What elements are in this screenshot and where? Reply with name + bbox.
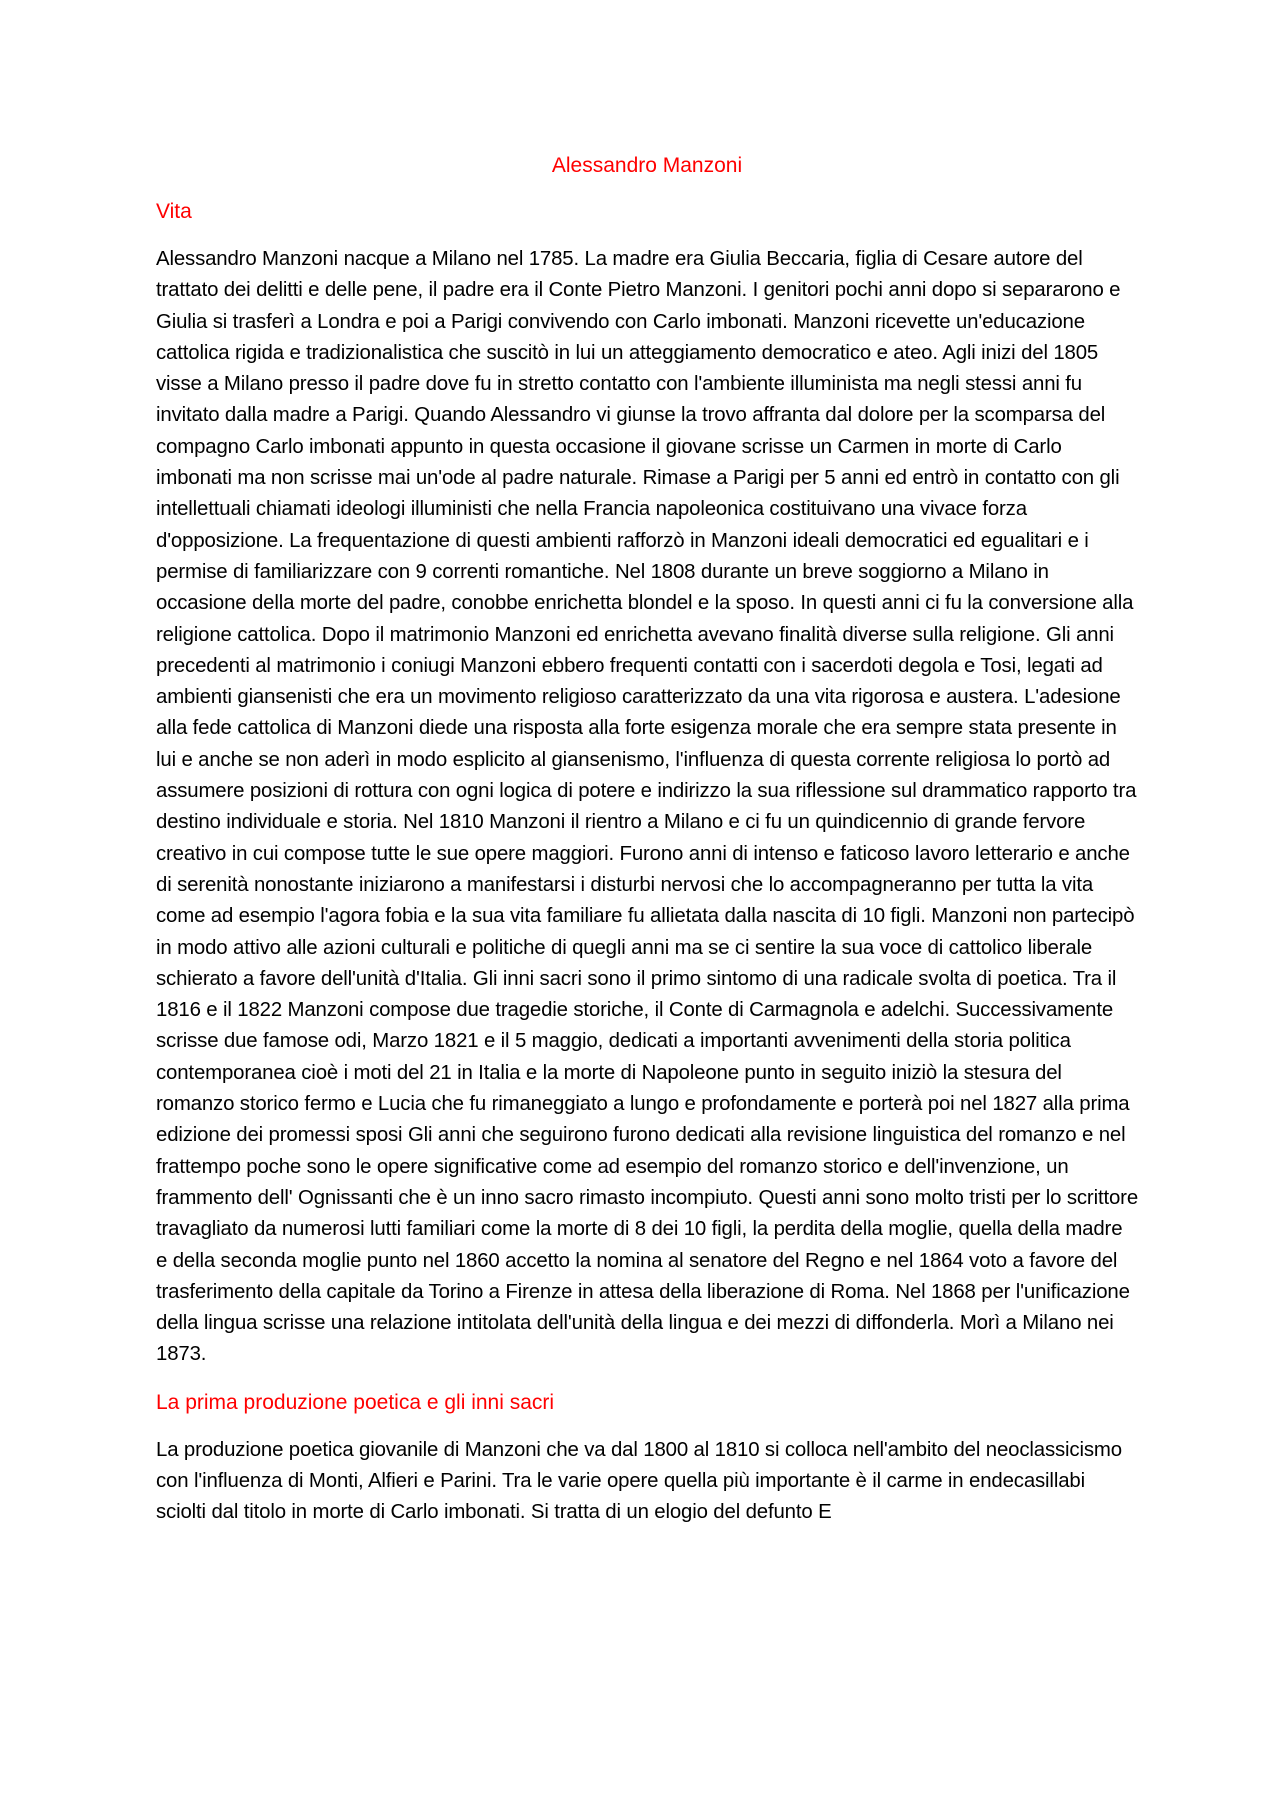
section-paragraph-prima-produzione: La produzione poetica giovanile di Manzoni che va dal 1800 al 1810 si colloca nell'ambito del neoclassicismo con l'influenza di Monti, Alfieri e Parini. Tra le varie opere quella più importante è il carme in endecasillabi sciolti dal titolo in morte di Carlo imbonati. Si tratta di un elogio del defunto E — [156, 1438, 1122, 1524]
section-paragraph-vita: Alessandro Manzoni nacque a Milano nel 1785. La madre era Giulia Beccaria, figlia di Cesare autore del trattato dei delitti e delle pene, il padre era il Conte Pietro Manzoni. I genitori pochi anni dopo si separarono e Giulia si trasferì a Londra e poi a Parigi convivendo con Carlo imbonati. Manzoni ricevette un'educazione cattolica rigida e tradizionalistica che suscitò in lui un atteggiamento democratico e ateo. Agli inizi del 1805 visse a Milano presso il padre dove fu in stretto contatto con l'ambiente illuminista ma negli stessi anni fu invitato dalla madre a Parigi. Quando Alessandro vi giunse la trovo affranta dal dolore per la scomparsa del compagno Carlo imbonati appunto in questa occasione il giovane scrisse un Carmen in morte di Carlo imbonati ma non scrisse mai un'ode al padre naturale. Rimase a Parigi per 5 anni ed entrò in contatto con gli intellettuali chiamati ideologi illuministi che nella Francia napoleonica costituivano una vivace forza d'opposizione. La frequentazione di questi ambienti rafforzò in Manzoni ideali democratici ed egualitari e i permise di familiarizzare con 9 correnti romantiche. Nel 1808 durante un breve soggiorno a Milano in occasione della morte del padre, conobbe enrichetta blondel e la sposo. In questi anni ci fu la conversione alla religione cattolica. Dopo il matrimonio Manzoni ed enrichetta avevano finalità diverse sulla religione. Gli anni precedenti al matrimonio i coniugi Manzoni ebbero frequenti contatti con i sacerdoti degola e Tosi, legati ad ambienti giansenisti che era un movimento religioso caratterizzato da una vita rigorosa e austera. L'adesione alla fede cattolica di Manzoni diede una risposta alla forte esigenza morale che era sempre stata presente in lui e anche se non aderì in modo esplicito al giansenismo, l'influenza di questa corrente religiosa lo portò ad assumere posizioni di rottura con ogni logica di potere e indirizzo la sua riflessione sul drammatico rapporto tra destino individuale e storia. Nel 1810 Manzoni il rientro a Milano e ci fu un quindicennio di grande fervore creativo in cui compose tutte le sue opere maggiori. Furono anni di intenso e faticoso lavoro letterario e anche di serenità nonostante iniziarono a manifestarsi i disturbi nervosi che lo accompagneranno per tutta la vita come ad esempio l'agora fobia e la sua vita familiare fu allietata dalla nascita di 10 figli. Manzoni non partecipò in modo attivo alle azioni culturali e politiche di quegli anni ma se ci sentire la sua voce di cattolico liberale schierato a favore dell'unità d'Italia. Gli inni sacri sono il primo sintomo di una radicale svolta di poetica. Tra il 1816 e il 1822 Manzoni compose due tragedie storiche, il Conte di Carmagnola e adelchi. Successivamente scrisse due famose odi, Marzo 1821 e il 5 maggio, dedicati a importanti avvenimenti della storia politica contemporanea cioè i moti del 21 in Italia e la morte di Napoleone punto in seguito iniziò la stesura del romanzo storico fermo e Lucia che fu rimaneggiato a lungo e profondamente e porterà poi nel 1827 alla prima edizione dei promessi sposi Gli anni che seguirono furono dedicati alla revisione linguistica del romanzo e nel frattempo poche sono le opere significative come ad esempio del romanzo storico e dell'invenzione, un frammento dell' Ognissanti che è un inno sacro rimasto incompiuto. Questi anni sono molto tristi per lo scrittore travagliato da numerosi lutti familiari come la morte di 8 dei 10 figli, la perdita della moglie, quella della madre e della seconda moglie punto nel 1860 accetto la nomina al senatore del Regno e nel 1864 voto a favore del trasferimento della capitale da Torino a Firenze in attesa della liberazione di Roma. Nel 1868 per l'unificazione della lingua scrisse una relazione intitolata dell'unità della lingua e dei mezzi di diffonderla. Morì a Milano nei 1873. — [156, 248, 1139, 1366]
section-heading-vita: Vita — [156, 200, 192, 223]
document-content — [156, 150, 1138, 1545]
section-heading-prima-produzione: La prima produzione poetica e gli inni sacri — [156, 1390, 555, 1414]
document-title: Alessandro Manzoni — [551, 154, 743, 177]
